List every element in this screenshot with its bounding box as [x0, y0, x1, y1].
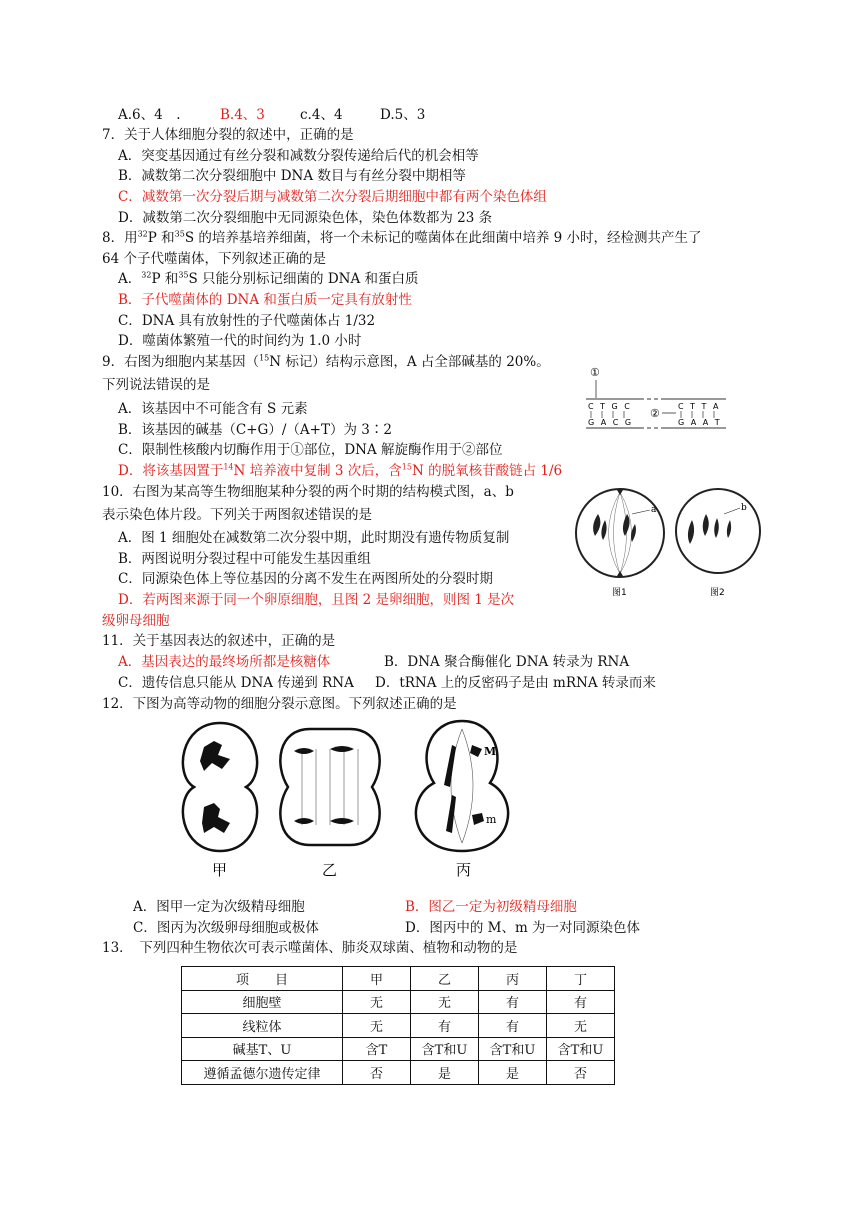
- table-header-cell: 丙: [479, 967, 547, 991]
- strand-top-right: C T T A: [678, 402, 721, 411]
- q13-stem: 13． 下列四种生物依次可表示噬菌体、肺炎双球菌、植物和动物的是: [102, 940, 518, 956]
- q8-option-b: B．子代噬菌体的 DNA 和蛋白质一定具有放射性: [118, 292, 412, 308]
- q9-option-a: A．该基因中不可能含有 S 元素: [118, 401, 308, 417]
- option-prefix: A．: [118, 271, 142, 287]
- table-row: [182, 1037, 615, 1061]
- table-cell: 细胞壁: [182, 990, 343, 1014]
- q12-stem: 12．下图为高等动物的细胞分裂示意图。下列叙述正确的是: [102, 696, 457, 712]
- label-a: a: [651, 505, 657, 515]
- figure-1-label: 图1: [612, 588, 627, 598]
- q11-option-c: C．遗传信息只能从 DNA 传递到 RNA: [118, 675, 354, 691]
- q6-option-c: c.4、4: [300, 107, 343, 123]
- superscript: 32: [137, 229, 148, 239]
- option-text: N 的脱氧核苷酸链占 1/6: [411, 463, 563, 479]
- q6-option-b: B.4、3: [220, 107, 265, 123]
- table-header-cell: 乙: [411, 967, 479, 991]
- q9-stem-part: N 标记）结构示意图，A 占全部碱基的 20%。: [269, 354, 550, 370]
- q10-option-d-line1: D．若两图来源于同一个卵原细胞，且图 2 是卵细胞，则图 1 是次: [118, 592, 515, 608]
- q8-stem-part: P 和: [147, 230, 175, 246]
- table-cell: 碱基T、U: [182, 1037, 343, 1061]
- table-cell: 是: [479, 1061, 547, 1085]
- option-text: D．将该基因置于: [118, 463, 224, 479]
- table-cell: 线粒体: [182, 1014, 343, 1038]
- table-cell: 否: [343, 1061, 411, 1085]
- label-m: m: [486, 813, 497, 826]
- q12-option-d: D．图丙中的 M、m 为一对同源染色体: [405, 920, 641, 936]
- label-M: M: [484, 745, 497, 758]
- q8-option-c: C．DNA 具有放射性的子代噬菌体占 1/32: [118, 313, 376, 329]
- option-text: S 只能分别标记细菌的 DNA 和蛋白质: [188, 271, 419, 287]
- q12-option-c: C．图丙为次级卵母细胞或极体: [133, 920, 319, 936]
- q9-option-c: C．限制性核酸内切酶作用于①部位，DNA 解旋酶作用于②部位: [118, 442, 503, 458]
- table-cell: 有: [411, 1014, 479, 1038]
- table-cell: 无: [343, 990, 411, 1014]
- table-header-row: [182, 967, 615, 991]
- table-cell: 是: [411, 1061, 479, 1085]
- cell-division-figure-q10: [572, 484, 772, 600]
- table-cell: 含T: [343, 1037, 411, 1061]
- table-cell: 有: [547, 990, 615, 1014]
- strand-bottom-left: G A C G: [588, 418, 634, 427]
- label-bing: 丙: [456, 861, 472, 879]
- marker-2: ②: [650, 407, 660, 420]
- q7-option-d: D．减数第二次分裂细胞中无同源染色体，染色体数都为 23 条: [118, 210, 493, 226]
- strand-bottom-right: G A A T: [678, 418, 722, 427]
- q6-option-d: D.5、3: [380, 107, 426, 123]
- table-row: [182, 1014, 615, 1038]
- superscript: 15: [401, 462, 412, 472]
- q10-option-b: B．两图说明分裂过程中可能发生基因重组: [118, 551, 371, 567]
- q8-stem-part: S 的培养基培养细菌，将一个未标记的噬菌体在此细菌中培养 9 小时，经检测共产生了: [184, 230, 702, 246]
- q9-option-d: [118, 462, 562, 480]
- q10-stem-line2: 表示染色体片段。下列关于两图叙述错误的是: [102, 507, 372, 523]
- q9-option-b: B．该基因的碱基（C+G）/（A+T）为 3∶2: [118, 422, 392, 438]
- dna-structure-figure: [580, 362, 730, 438]
- q11-option-d: D．tRNA 上的反密码子是由 mRNA 转录而来: [375, 675, 656, 691]
- q10-option-a: A．图 1 细胞处在减数第二次分裂中期，此时期没有遗传物质复制: [118, 530, 510, 546]
- q9-stem-line2: 下列说法错误的是: [102, 377, 210, 393]
- label-b: b: [741, 503, 747, 513]
- q7-option-b: B．减数第二次分裂细胞中 DNA 数目与有丝分裂中期相等: [118, 168, 466, 184]
- superscript: 35: [174, 229, 185, 239]
- q8-option-d: D．噬菌体繁殖一代的时间约为 1.0 小时: [118, 333, 362, 349]
- table-row: [182, 1061, 615, 1085]
- q11-option-b: B．DNA 聚合酶催化 DNA 转录为 RNA: [384, 654, 630, 670]
- q13-table: [181, 966, 615, 1085]
- superscript: 14: [223, 462, 234, 472]
- q9-stem-part: 9．右图为细胞内某基因（: [102, 354, 260, 370]
- table-header-cell: 甲: [343, 967, 411, 991]
- table-cell: 有: [479, 990, 547, 1014]
- q8-option-a: [118, 270, 419, 288]
- q12-option-a: A．图甲一定为次级精母细胞: [133, 899, 305, 915]
- superscript: 32: [141, 270, 152, 280]
- q6-option-a: A.6、4 .: [118, 107, 181, 123]
- table-cell: 含T和U: [479, 1037, 547, 1061]
- strand-top-left: C T G C: [588, 402, 632, 411]
- q7-option-c: C．减数第一次分裂后期与减数第二次分裂后期细胞中都有两个染色体组: [118, 189, 547, 205]
- table-cell: 无: [547, 1014, 615, 1038]
- table-cell: 无: [343, 1014, 411, 1038]
- q9-stem: [102, 353, 550, 371]
- table-cell: 含T和U: [411, 1037, 479, 1061]
- table-cell: 无: [411, 990, 479, 1014]
- figure-2-label: 图2: [710, 588, 725, 598]
- superscript: 15: [259, 353, 270, 363]
- table-header-cell: 丁: [547, 967, 615, 991]
- table-cell: 有: [479, 1014, 547, 1038]
- superscript: 35: [178, 270, 189, 280]
- table-cell: 否: [547, 1061, 615, 1085]
- q10-option-c: C．同源染色体上等位基因的分离不发生在两图所处的分裂时期: [118, 571, 493, 587]
- marker-1: ①: [590, 366, 600, 379]
- table-header-cell: 项 目: [182, 967, 343, 991]
- q12-option-b: B．图乙一定为初级精母细胞: [405, 899, 577, 915]
- label-yi: 乙: [322, 861, 338, 879]
- q8-stem: [102, 229, 702, 247]
- q11-stem: 11．关于基因表达的叙述中，正确的是: [102, 633, 336, 649]
- q7-stem: 7．关于人体细胞分裂的叙述中，正确的是: [102, 127, 354, 143]
- q10-option-d-line2: 级卵母细胞: [102, 613, 170, 629]
- q11-option-a: A．基因表达的最终场所都是核糖体: [118, 654, 331, 670]
- option-text: N 培养液中复制 3 次后，含: [233, 463, 402, 479]
- q8-stem-part: 8．用: [102, 230, 138, 246]
- table-row: [182, 990, 615, 1014]
- q10-stem-line1: 10．右图为某高等生物细胞某种分裂的两个时期的结构模式图，a、b: [102, 484, 514, 500]
- option-text: P 和: [151, 271, 179, 287]
- table-cell: 遵循孟德尔遗传定律: [182, 1061, 343, 1085]
- table-cell: 含T和U: [547, 1037, 615, 1061]
- q7-option-a: A．突变基因通过有丝分裂和减数分裂传递给后代的机会相等: [118, 148, 479, 164]
- q8-stem-line2: 64 个子代噬菌体，下列叙述正确的是: [102, 251, 326, 267]
- cell-division-figure-q12: [170, 715, 530, 885]
- label-jia: 甲: [212, 861, 228, 879]
